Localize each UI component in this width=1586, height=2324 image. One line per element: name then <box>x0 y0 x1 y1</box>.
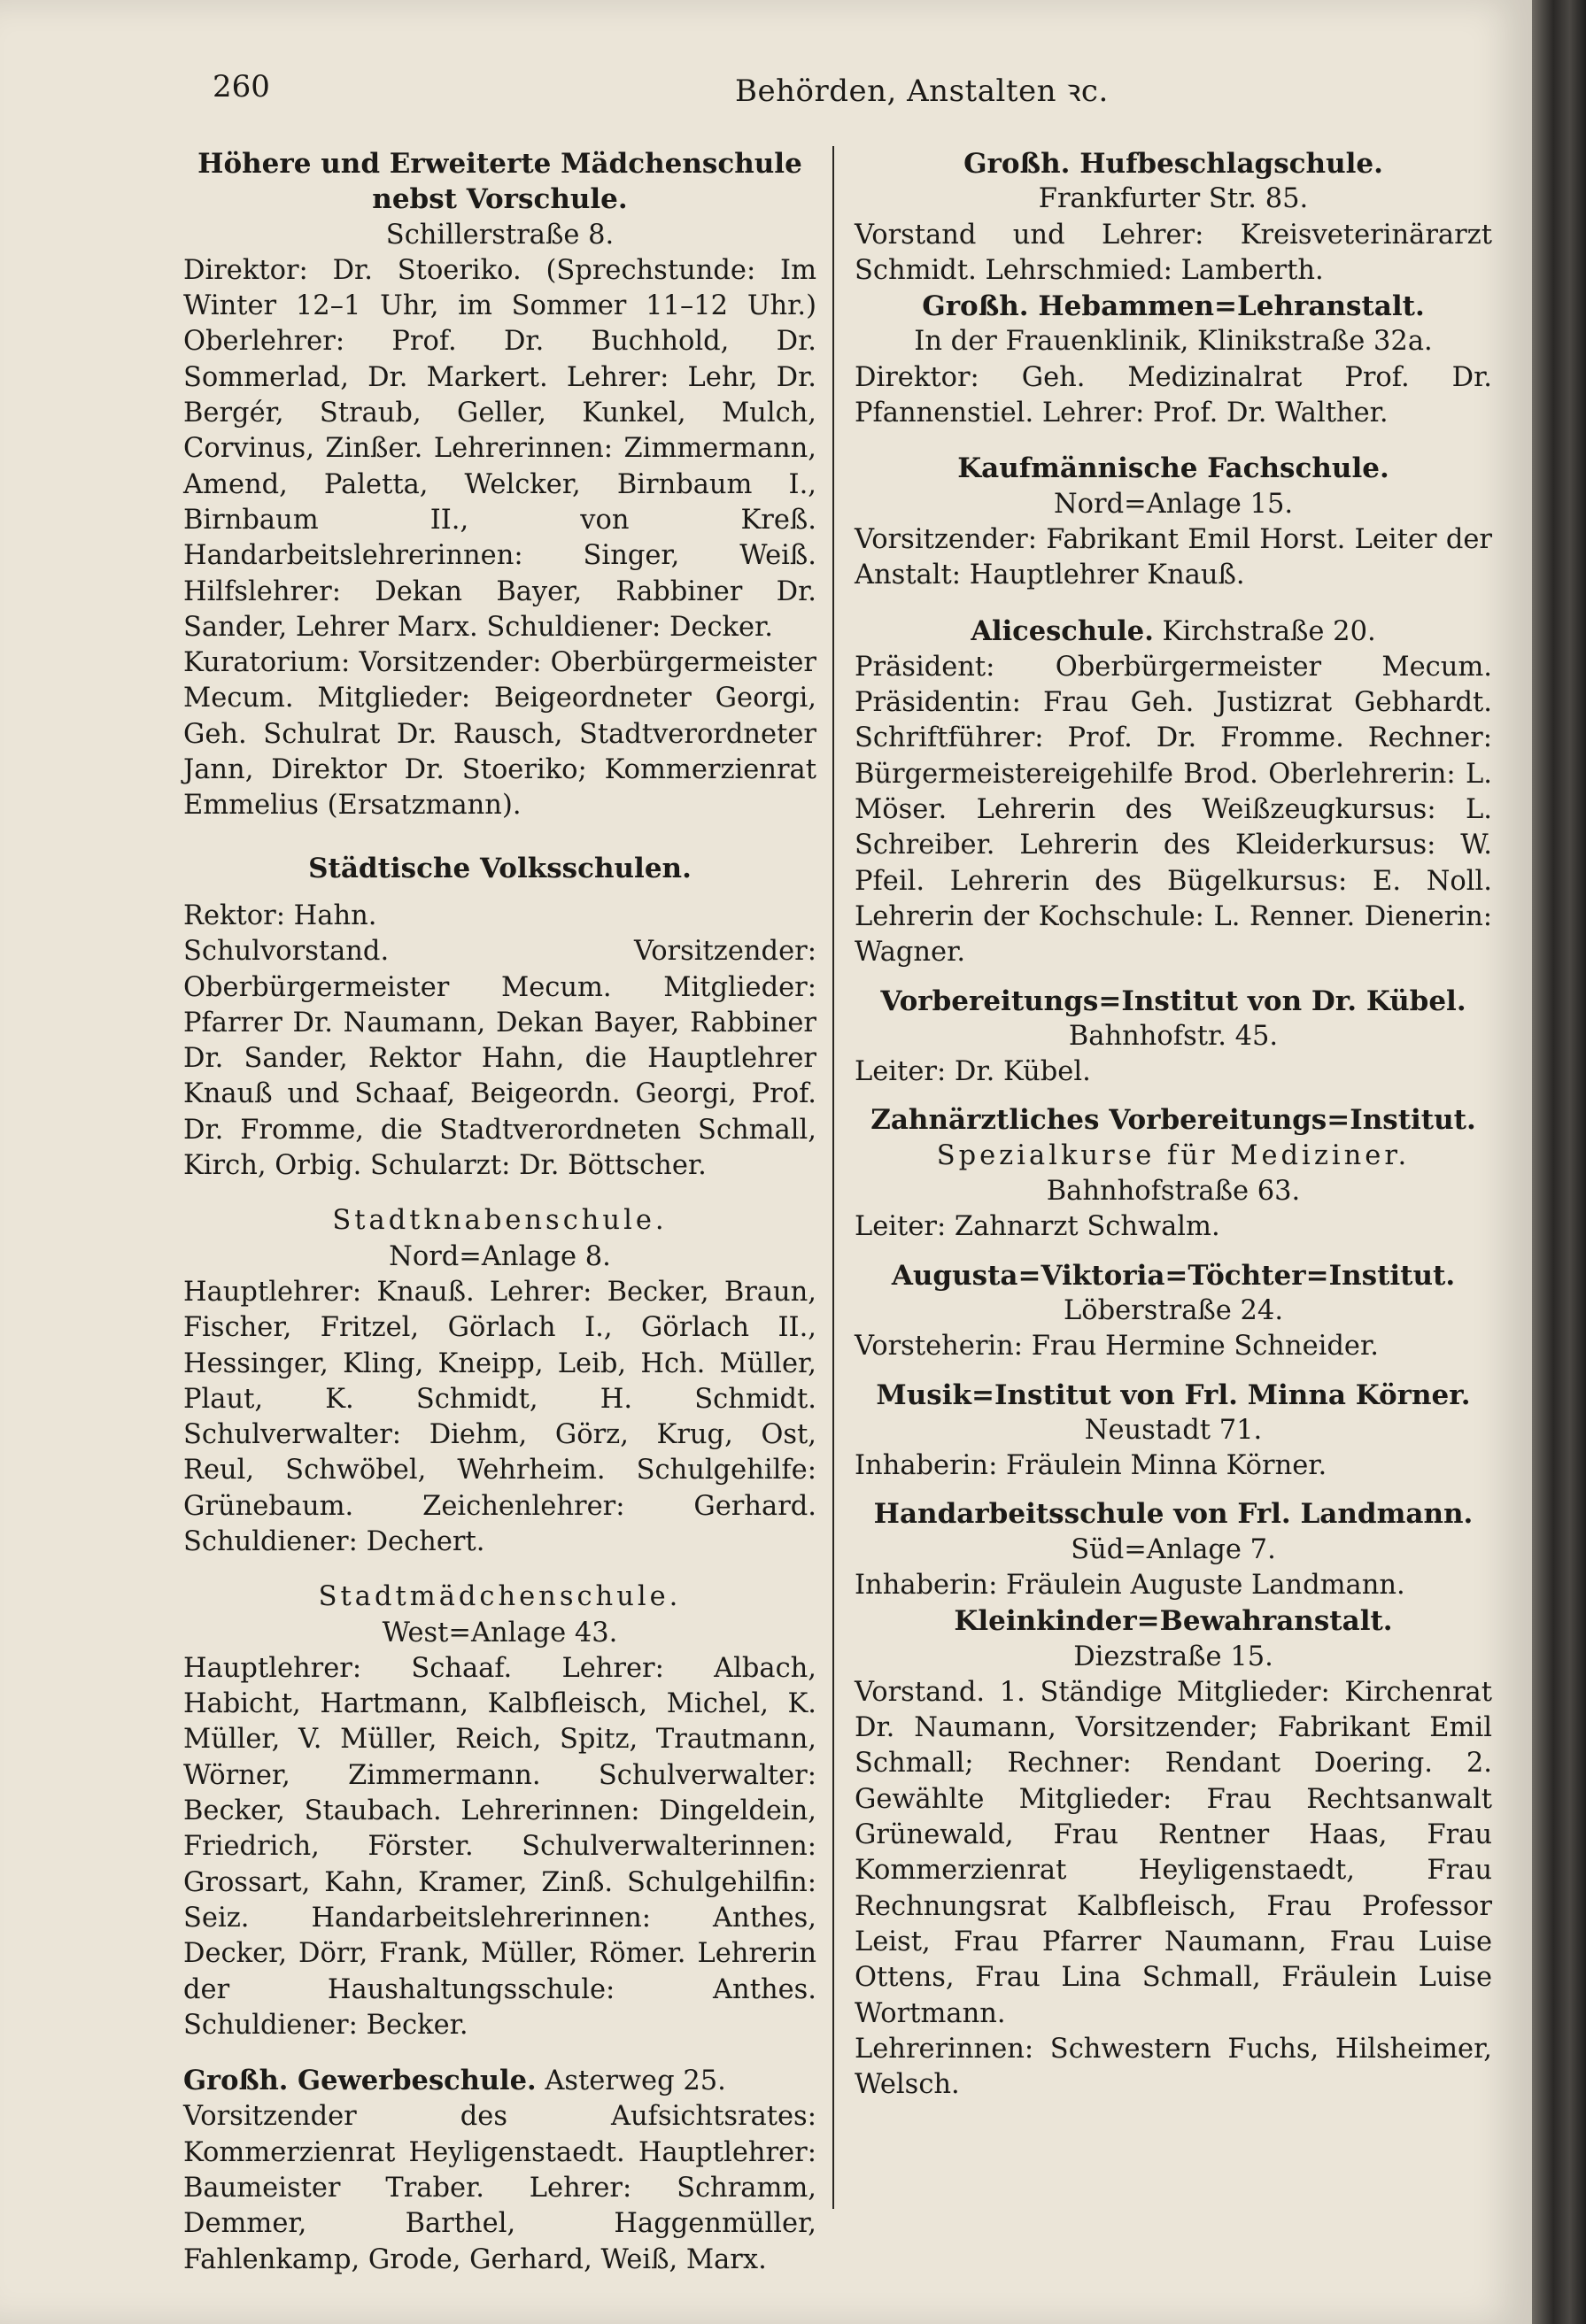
section-address: Süd=Anlage 7. <box>1071 1533 1276 1565</box>
section-title-cont: nebst Vorschule. <box>372 183 628 216</box>
page-header <box>213 69 1452 122</box>
section-address: Bahnhofstraße 63. <box>1046 1176 1301 1208</box>
section-title: Musik=Institut von Frl. Minna Körner. <box>876 1378 1471 1411</box>
section-address: Löberstraße 24. <box>1063 1294 1284 1326</box>
section-address: Nord=Anlage 8. <box>389 1240 611 1272</box>
section-title: Großh. Gewerbeschule. <box>183 2065 537 2097</box>
section-address: Frankfurter Str. 85. <box>1038 183 1309 215</box>
section-address: Nord=Anlage 15. <box>1053 488 1294 520</box>
section-body: Vorstand und Lehrer: Kreisveterinärarzt Schmidt. Lehrschmied: Lamberth. <box>855 219 1492 286</box>
section-title: Städtische Volksschulen. <box>308 852 692 884</box>
section-title: Vorbereitungs=Institut von Dr. Kübel. <box>880 984 1466 1017</box>
section-body: Inhaberin: Fräulein Auguste Landmann. <box>855 1569 1405 1601</box>
section-body: Schulvorstand. Vorsitzender: Oberbürgermeister Mecum. Mitglieder: Pfarrer Dr. Naumann, Dekan Bayer, Rabbiner Dr. Sander, Rektor Hahn, die Hauptlehrer Knauß und Schaaf, Beigeordn. Georgi, Prof. Dr. Fromme, die Stadtverordneten Schmall, Kirch, Orbig. Schularzt: Dr. Böttscher. <box>183 936 816 1182</box>
section-body: Präsident: Oberbürgermeister Mecum. Präsidentin: Frau Geh. Justizrat Gebhardt. Schriftführer: Prof. Dr. Fromme. Rechner: Bürgermeistereigehilfe Brod. Oberlehrerin: L. Möser. Lehrerin des Weißzeugkursus: L. Schreiber. Lehrerin des Kleiderkursus: W. Pfeil. Lehrerin des Bügelkursus: E. Noll. Lehrerin der Kochschule: L. Renner. Dienerin: Wagner. <box>855 651 1492 969</box>
section-body: Hauptlehrer: Knauß. Lehrer: Becker, Braun, Fischer, Fritzel, Görlach I., Görlach II., Hessinger, Kling, Kneipp, Leib, Hch. Müller, Plaut, K. Schmidt, H. Schmidt. Schulverwalter: Diehm, Görz, Krug, Ost, Reul, Schwöbel, Wehrheim. Schulgehilfe: Grünebaum. Zeichenlehrer: Gerhard. Schuldiener: Dechert. <box>183 1276 816 1557</box>
section-title: Augusta=Viktoria=Töchter=Institut. <box>891 1259 1456 1292</box>
section-body: Vorsitzender: Fabrikant Emil Horst. Leiter der Anstalt: Hauptlehrer Knauß. <box>855 523 1492 591</box>
section-body: Leiter: Dr. Kübel. <box>855 1056 1091 1088</box>
running-head: Behörden, Anstalten ꝛc. <box>735 73 1109 109</box>
section-address: West=Anlage 43. <box>382 1617 618 1648</box>
section-address: Neustadt 71. <box>1084 1414 1263 1446</box>
section-address: In der Frauenklinik, Klinikstraße 32a. <box>914 326 1433 358</box>
section-subtitle: Spezialkurse für Mediziner. <box>936 1139 1411 1171</box>
book-spine <box>1532 0 1586 2324</box>
section-title: Großh. Hebammen=Lehranstalt. <box>922 290 1425 323</box>
section-address: Schillerstraße 8. <box>385 219 615 251</box>
section-title: Stadtmädchenschule. <box>318 1581 682 1613</box>
section-body: Kuratorium: Vorsitzender: Oberbürgermeister Mecum. Mitglieder: Beigeordneter Georgi, Geh. Schulrat Dr. Rausch, Stadtverordneter Jann, Direktor Dr. Stoeriko; Kommerzienrat Emmelius (Ersatzmann). <box>183 647 816 822</box>
section-title: Zahnärztliches Vorbereitungs=Institut. <box>870 1104 1476 1137</box>
column-divider <box>832 146 834 2209</box>
section-title: Großh. Hufbeschlagschule. <box>963 148 1383 180</box>
section-body: Vorsitzender des Aufsichtsrates: Kommerzienrat Heyligenstaedt. Hauptlehrer: Baumeister Traber. Lehrer: Schramm, Demmer, Barthel, Haggenmüller, Fahlenkamp, Grode, Gerhard, Weiß, Marx. <box>183 2101 816 2275</box>
section-body: Leiter: Zahnarzt Schwalm. <box>855 1211 1220 1243</box>
section-title: Stadtknabenschule. <box>332 1205 668 1237</box>
section-heading-line <box>183 2063 816 2099</box>
section-body: Hauptlehrer: Schaaf. Lehrer: Albach, Habicht, Hartmann, Kalbfleisch, Michel, K. Müller, V. Müller, Reich, Spitz, Trautmann, Wörner, Zimmermann. Schulverwalter: Becker, Staubach. Lehrerinnen: Dingeldein, Friedrich, Förster. Schulverwalterinnen: Grossart, Kahn, Kramer, Zinß. Schulgehilfin: Seiz. Handarbeitslehrerinnen: Anthes, Decker, Dörr, Frank, Müller, Römer. Lehrerin der Haushaltungsschule: Anthes. Schuldiener: Becker. <box>183 1652 816 2041</box>
right-column <box>855 146 1492 2103</box>
section-heading-line <box>855 614 1492 650</box>
left-column <box>183 146 816 2278</box>
section-title: Kleinkinder=Bewahranstalt. <box>954 1605 1393 1638</box>
section-body: Inhaberin: Fräulein Minna Körner. <box>855 1450 1327 1482</box>
section-address: Bahnhofstr. 45. <box>1068 1020 1279 1052</box>
section-title: Aliceschule. <box>971 614 1154 647</box>
section-body: Rektor: Hahn. <box>183 899 377 931</box>
section-title: Höhere und Erweiterte Mädchenschule <box>197 148 802 180</box>
section-body: Direktor: Dr. Stoeriko. (Sprechstunde: Im Winter 12–1 Uhr, im Sommer 11–12 Uhr.) Oberlehrer: Prof. Dr. Buchhold, Dr. Sommerlad, Dr. Markert. Lehrer: Lehr, Dr. Bergér, Straub, Geller, Kunkel, Mulch, Corvinus, Zinßer. Lehrerinnen: Zimmermann, Amend, Paletta, Welcker, Birnbaum I., Birnbaum II., von Kreß. Handarbeitslehrerinnen: Singer, Weiß. Hilfslehrer: Dekan Bayer, Rabbiner Dr. Sander, Lehrer Marx. Schuldiener: Decker. <box>183 254 816 643</box>
section-body: Vorsteherin: Frau Hermine Schneider. <box>855 1331 1379 1363</box>
page-number: 260 <box>213 69 270 104</box>
section-address: Asterweg 25. <box>545 2065 726 2097</box>
section-body: Vorstand. 1. Ständige Mitglieder: Kirchenrat Dr. Naumann, Vorsitzender; Fabrikant Emil Schmall; Rechner: Rendant Doering. 2. Gewählte Mitglieder: Frau Rechtsanwalt Grünewald, Frau Rentner Haas, Frau Kommerzienrat Heyligenstaedt, Frau Rechnungsrat Kalbfleisch, Frau Professor Leist, Frau Pfarrer Naumann, Frau Luise Ottens, Frau Lina Schmall, Fräulein Luise Wortmann. <box>855 1676 1492 2029</box>
section-address: Diezstraße 15. <box>1073 1641 1273 1672</box>
section-body: Direktor: Geh. Medizinalrat Prof. Dr. Pfannenstiel. Lehrer: Prof. Dr. Walther. <box>855 361 1492 429</box>
section-title: Handarbeitsschule von Frl. Landmann. <box>873 1498 1474 1531</box>
section-address: Kirchstraße 20. <box>1162 615 1376 647</box>
section-body: Lehrerinnen: Schwestern Fuchs, Hilsheimer, Welsch. <box>855 2033 1492 2101</box>
section-title: Kaufmännische Fachschule. <box>957 452 1389 485</box>
